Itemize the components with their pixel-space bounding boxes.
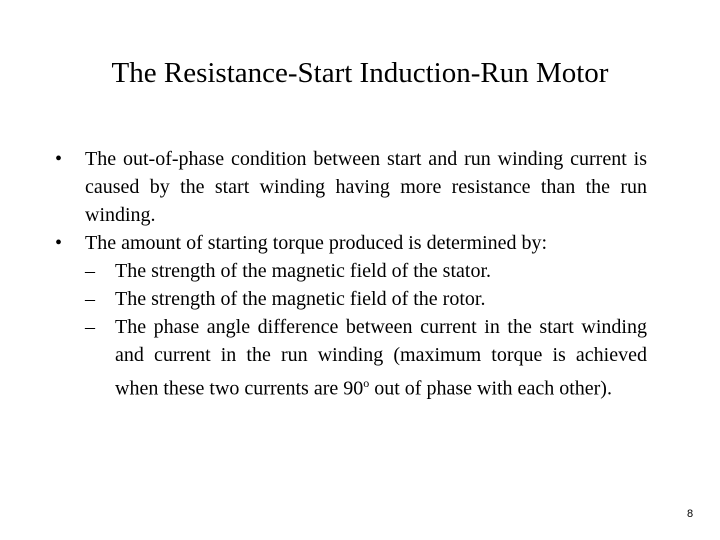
sub-bullet-item <box>55 313 647 403</box>
dash-marker: – <box>85 316 95 338</box>
bullet-marker: • <box>55 148 63 170</box>
sub-bullet-text-end: out of phase with each other). <box>369 377 612 400</box>
bullet-item <box>55 145 647 229</box>
dash-marker: – <box>85 260 95 282</box>
sub-bullet-item <box>55 257 647 285</box>
page-number: 8 <box>686 508 694 520</box>
sub-bullet-text: The strength of the magnetic field of the rotor. <box>115 288 486 310</box>
slide-title: The Resistance-Start Induction-Run Motor <box>111 57 609 89</box>
sub-bullet-text-start: The phase angle difference between current in the start winding and current in the run winding (maximum torque is achieved when these two currents are 90 <box>115 316 647 400</box>
bullet-text: The out-of-phase condition between start and run winding current is caused by the start winding having more resistance than the run winding. <box>85 148 647 226</box>
slide-body <box>55 145 647 403</box>
bullet-marker: • <box>55 232 63 254</box>
bullet-item <box>55 229 647 257</box>
sub-bullet-text: The strength of the magnetic field of the stator. <box>115 260 491 282</box>
sub-bullet-item <box>55 285 647 313</box>
bullet-text: The amount of starting torque produced is determined by: <box>85 232 548 254</box>
dash-marker: – <box>85 288 95 310</box>
degree-superscript: o <box>363 376 370 390</box>
